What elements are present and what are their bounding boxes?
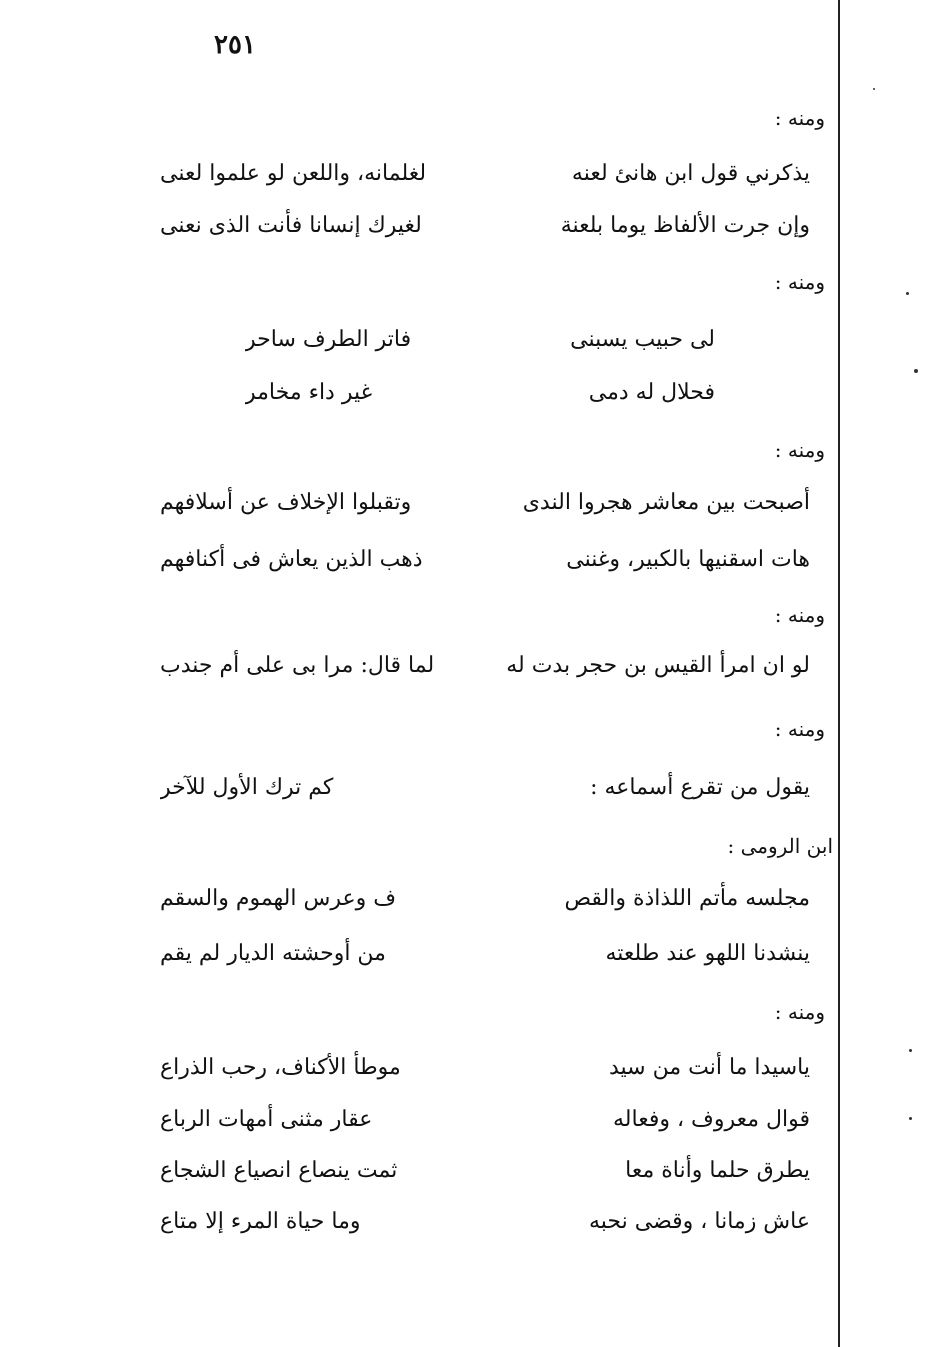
first-hemistich: لى حبيب يسبنى [570, 327, 715, 352]
second-hemistich: فاتر الطرف ساحر [245, 327, 412, 352]
first-hemistich: ياسيدا ما أنت من سيد [608, 1055, 810, 1080]
section-heading: ومنه : [774, 717, 825, 741]
second-hemistich: عقار مثنى أمهات الرباع [160, 1107, 373, 1132]
first-hemistich: يقول من تقرع أسماعه : [590, 775, 810, 800]
second-hemistich: لغلمانه، واللعن لو علموا لعنى [160, 161, 427, 186]
verse-line [160, 1202, 810, 1242]
first-hemistich: يذكرني قول ابن هانئ لعنه [571, 161, 810, 186]
section-heading: ومنه : [774, 106, 825, 130]
verse-line [160, 1100, 810, 1140]
verse-line [160, 320, 810, 360]
first-hemistich: لو ان امرأ القيس بن حجر بدت له [506, 653, 810, 678]
verse-line [160, 1151, 810, 1191]
verse-line [160, 540, 810, 580]
verse-line [160, 879, 810, 919]
first-hemistich: فحلال له دمى [588, 380, 715, 405]
verse-line [160, 768, 810, 808]
first-hemistich: مجلسه مأتم اللذاذة والقص [564, 886, 810, 911]
second-hemistich: غير داء مخامر [245, 380, 373, 405]
first-hemistich: وإن جرت الألفاظ يوما بلعنة [560, 213, 810, 238]
section-heading: ابن الرومى : [727, 834, 833, 858]
second-hemistich: ثمت ينصاع انصياع الشجاع [160, 1158, 398, 1183]
section-heading: ومنه : [774, 603, 825, 627]
second-hemistich: كم ترك الأول للآخر [160, 775, 334, 800]
verse-line [160, 373, 810, 413]
first-hemistich: أصبحت بين معاشر هجروا الندى [522, 490, 810, 515]
section-heading: ومنه : [774, 270, 825, 294]
first-hemistich: يطرق حلما وأناة معا [625, 1158, 810, 1183]
verse-line [160, 646, 810, 686]
verse-line [160, 154, 810, 194]
second-hemistich: من أوحشته الديار لم يقم [160, 941, 386, 966]
verse-line [160, 1048, 810, 1088]
page-number: ٢٥١ [214, 30, 256, 60]
second-hemistich: ف وعرس الهموم والسقم [160, 886, 397, 911]
verse-line [160, 206, 810, 246]
verse-line [160, 483, 810, 523]
second-hemistich: لما قال: مرا بى على أم جندب [160, 653, 435, 678]
verse-line [160, 934, 810, 974]
section-heading: ومنه : [774, 1000, 825, 1024]
first-hemistich: قوال معروف ، وفعاله [613, 1107, 810, 1132]
first-hemistich: عاش زمانا ، وقضى نحبه [588, 1209, 810, 1234]
second-hemistich: وتقبلوا الإخلاف عن أسلافهم [160, 490, 412, 515]
second-hemistich: ذهب الذين يعاش فى أكنافهم [160, 547, 423, 572]
second-hemistich: موطأ الأكناف، رحب الذراع [160, 1055, 401, 1080]
first-hemistich: هات اسقنيها بالكبير، وغننى [566, 547, 810, 572]
first-hemistich: ينشدنا اللهو عند طلعته [605, 941, 810, 966]
second-hemistich: وما حياة المرء إلا متاع [160, 1209, 361, 1234]
section-heading: ومنه : [774, 438, 825, 462]
second-hemistich: لغيرك إنسانا فأنت الذى نعنى [160, 213, 422, 238]
